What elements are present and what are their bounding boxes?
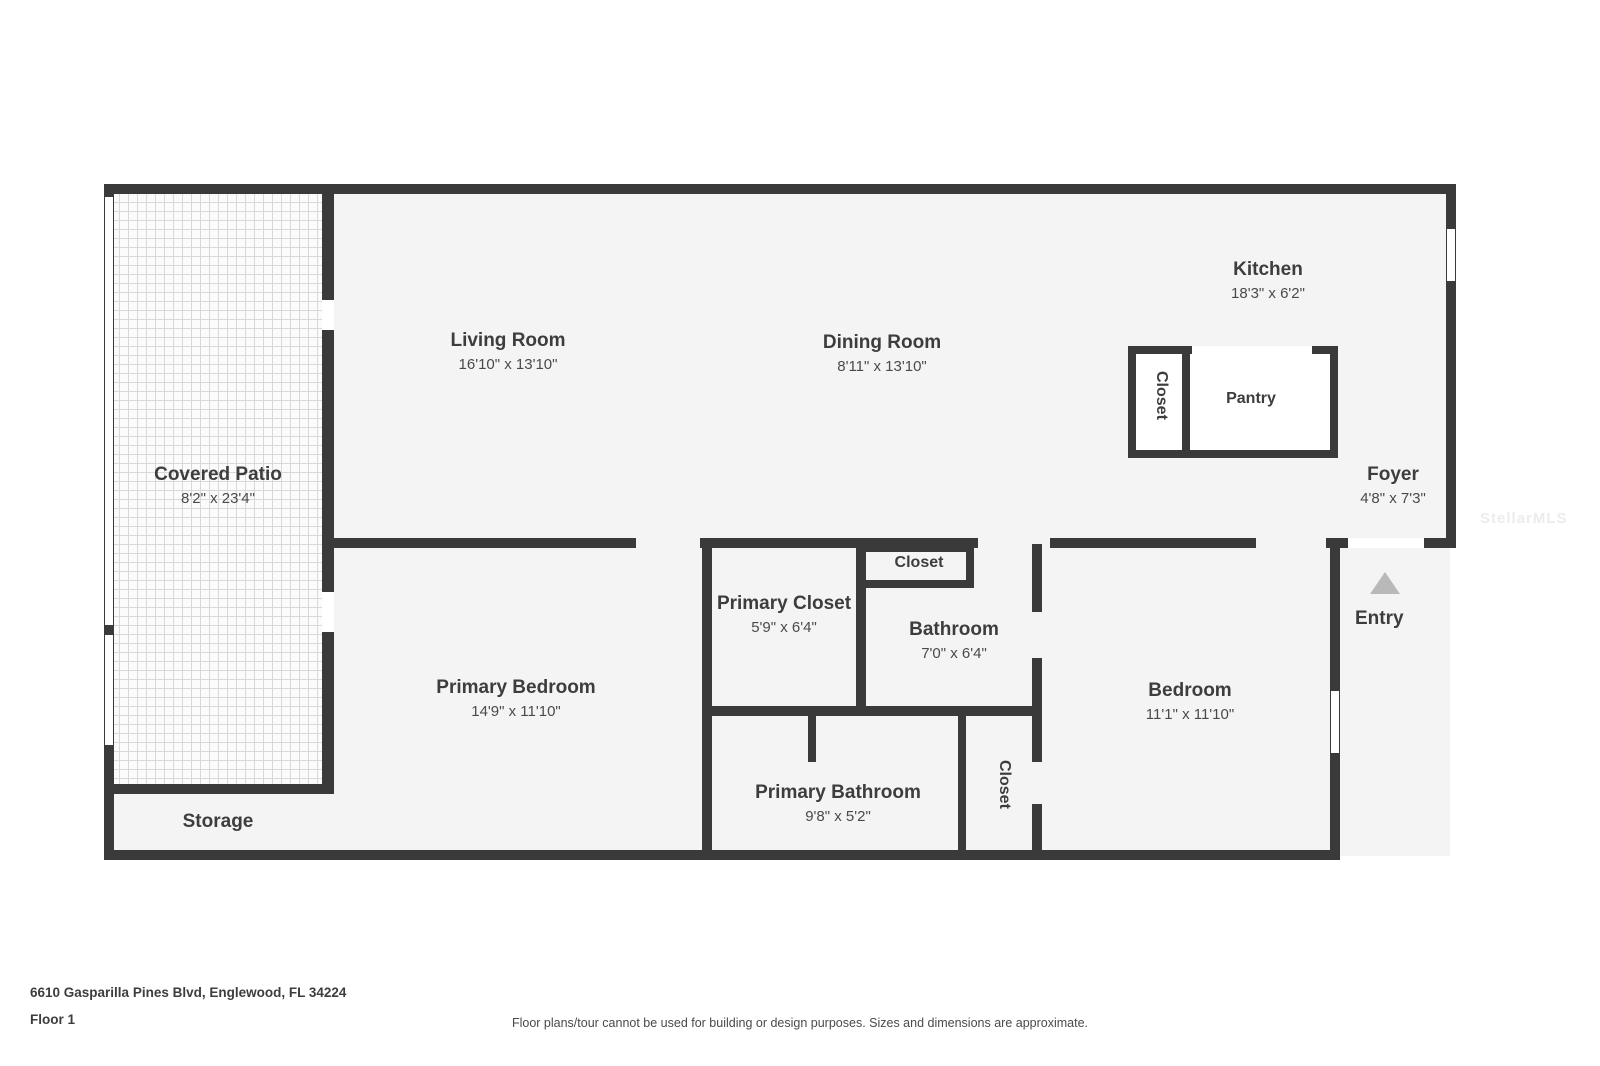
label-dining-room: Dining Room 8'11" x 13'10" xyxy=(822,332,942,375)
wall-closet-right xyxy=(1182,346,1190,458)
wall-pantry-right xyxy=(1330,346,1338,458)
label-living-room: Living Room 16'10" x 13'10" xyxy=(450,330,566,373)
wall-mid-horizontal xyxy=(322,538,1344,548)
wall-center-closet-bottom xyxy=(864,580,974,588)
wall-patio-interior xyxy=(322,190,334,790)
label-primary-closet: Primary Closet 5'9" x 6'4" xyxy=(716,593,852,636)
label-pantry: Pantry xyxy=(1226,390,1276,407)
wall-exterior-top xyxy=(104,184,1456,194)
wall-exterior-bottom xyxy=(104,850,1340,860)
watermark: StellarMLS xyxy=(1480,510,1568,527)
label-storage: Storage xyxy=(182,811,254,832)
kitchen-window xyxy=(1446,228,1456,282)
footer-disclaimer: Floor plans/tour cannot be used for building or design purposes. Sizes and dimensions are approximate. xyxy=(511,1016,1089,1030)
entry-label: Entry xyxy=(1355,608,1404,629)
covered-patio-area xyxy=(110,190,328,788)
patio-window-left-lower xyxy=(104,634,114,746)
patio-window-left-upper xyxy=(104,196,114,626)
storage-area xyxy=(110,790,328,856)
wall-closet-pantry-bottom xyxy=(1128,450,1338,458)
pantry-door-opening xyxy=(1192,346,1312,354)
bedroom-window xyxy=(1330,690,1340,754)
entry-arrow-icon xyxy=(1370,572,1400,594)
footer-address: 6610 Gasparilla Pines Blvd, Englewood, FL 34224 xyxy=(30,985,347,1000)
bathroom-door-opening xyxy=(1032,612,1042,658)
wall-primary-bath-divider xyxy=(808,710,816,762)
wall-storage-top xyxy=(104,784,334,794)
wall-primary-bedroom-right xyxy=(702,544,712,856)
wall-primary-closet-right xyxy=(856,544,866,714)
closet-door-opening-lower xyxy=(1032,762,1042,804)
label-lower-closet: Closet xyxy=(996,760,1013,809)
wall-bathroom-right xyxy=(1032,544,1042,856)
footer-floor-label: Floor 1 xyxy=(30,1012,76,1027)
label-primary-bedroom: Primary Bedroom 14'9" x 11'10" xyxy=(436,677,596,720)
label-bathroom: Bathroom 7'0" x 6'4" xyxy=(909,619,999,662)
label-bedroom: Bedroom 11'1" x 11'10" xyxy=(1145,680,1235,723)
entry-door-opening xyxy=(1348,538,1424,548)
label-kitchen: Kitchen 18'3" x 6'2" xyxy=(1231,259,1305,302)
opening-bedroom xyxy=(1256,538,1326,548)
opening-primary-bedroom xyxy=(636,538,700,548)
label-covered-patio: Covered Patio 8'2" x 23'4" xyxy=(154,464,282,507)
label-foyer: Foyer 4'8" x 7'3" xyxy=(1360,464,1426,507)
wall-bathroom-bottom xyxy=(866,706,1042,716)
pantry-area xyxy=(1190,352,1332,454)
label-center-closet: Closet xyxy=(894,554,944,571)
patio-door-opening-upper xyxy=(322,300,334,330)
label-primary-bathroom: Primary Bathroom 9'8" x 5'2" xyxy=(755,782,921,825)
wall-closet-left xyxy=(1128,346,1136,458)
wall-lower-closet-left xyxy=(958,712,966,856)
patio-door-opening-lower xyxy=(322,592,334,632)
label-kitchen-closet: Closet xyxy=(1153,371,1170,420)
wall-center-closet-top xyxy=(864,544,974,552)
